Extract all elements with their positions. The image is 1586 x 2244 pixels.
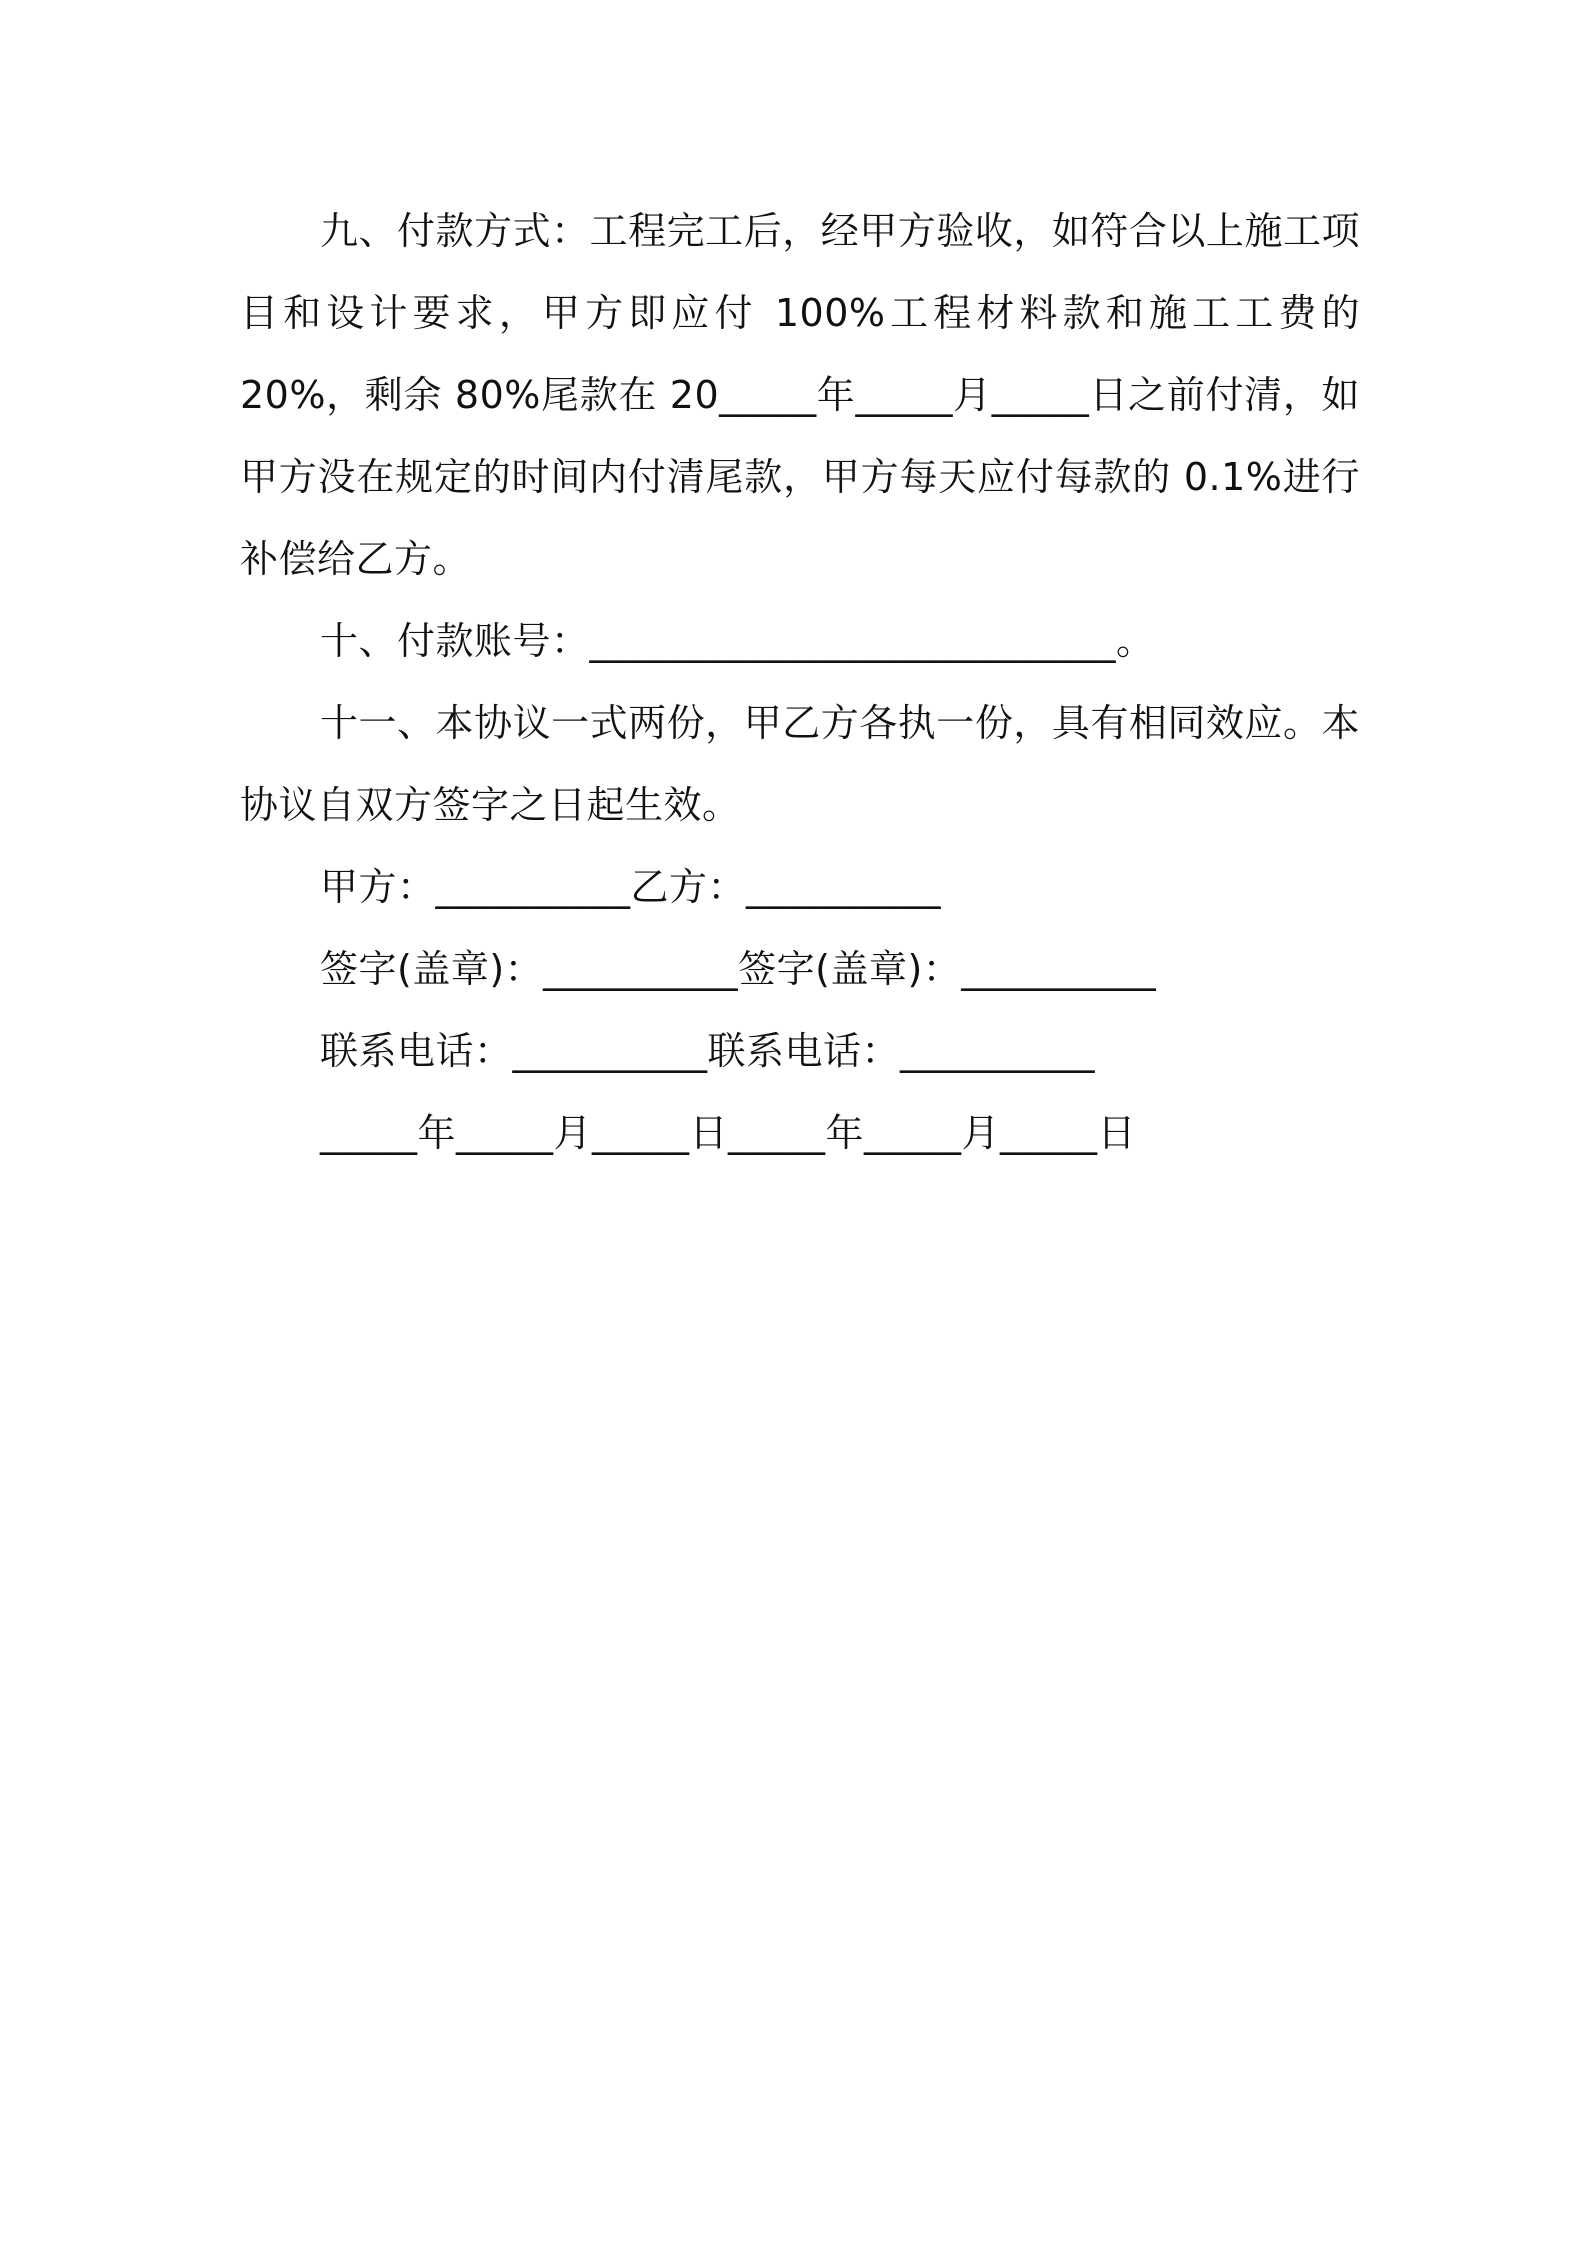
signature-parties-line: 甲方：__________乙方：__________ — [320, 865, 942, 909]
contact-phone-line: 联系电话：__________联系电话：__________ — [320, 1029, 1096, 1073]
clause-9-payment-method: 九、付款方式：工程完工后，经甲方验收，如符合以上施工项目和设计要求，甲方即应付 100%工程材料款和施工工费的20%，剩余 80%尾款在 20_____年_____月_____日之前付清，如甲方没在规定的时间内付清尾款，甲方每天应付每款的 0.1%进行补偿给乙方。 — [240, 209, 1360, 581]
clause-11-copies-effect: 十一、本协议一式两份，甲乙方各执一份，具有相同效应。本协议自双方签字之日起生效。 — [240, 701, 1360, 827]
clause-10-payment-account: 十、付款账号：___________________________。 — [320, 619, 1155, 663]
signing-date-line: _____年_____月_____日_____年_____月_____日 — [320, 1111, 1137, 1155]
document-body — [240, 190, 1360, 1174]
signature-seal-line: 签字(盖章)：__________签字(盖章)：__________ — [320, 947, 1157, 991]
